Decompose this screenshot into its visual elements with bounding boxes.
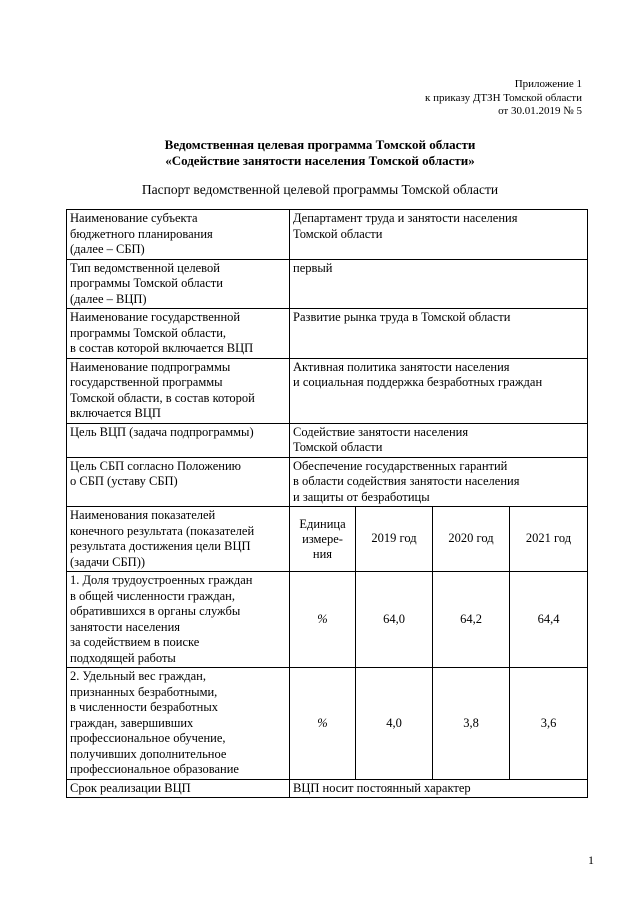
- appendix-line-1: Приложение 1: [514, 78, 582, 90]
- year-header: 2020 год: [433, 507, 510, 572]
- indicator-name: 1. Доля трудоустроенных граждан в общей численности граждан, обратившихся в органы службы занятости населения за содействием в поиске подходящей работы: [67, 572, 290, 668]
- row-label: Наименование государственной программы Томской области, в состав которой включается ВЦП: [67, 309, 290, 359]
- indicator-value: 64,2: [433, 572, 510, 668]
- table-row: [67, 309, 588, 359]
- page-number: 1: [588, 853, 594, 867]
- indicator-name: 2. Удельный вес граждан, признанных безработными, в численности безработных граждан, завершивших профессиональное обучение, получивших дополнительное профессиональное образование: [67, 668, 290, 780]
- unit-header: Единица измере- ния: [290, 507, 356, 572]
- year-header: 2021 год: [510, 507, 588, 572]
- indicator-unit: %: [290, 572, 356, 668]
- term-label: Срок реализации ВЦП: [67, 779, 290, 798]
- appendix-note: [425, 78, 582, 119]
- document-subtitle: Паспорт ведомственной целевой программы Томской области: [141, 182, 499, 197]
- title-line-1: Ведомственная целевая программа Томской области: [164, 137, 476, 152]
- table-row: [67, 358, 588, 423]
- row-value: Департамент труда и занятости населения Томской области: [290, 210, 588, 260]
- indicators-header-label: Наименования показателей конечного результата (показателей результата достижения цели ВЦП (задачи СБП)): [67, 507, 290, 572]
- appendix-line-2: к приказу ДТЗН Томской области: [425, 91, 582, 104]
- indicator-row: [67, 668, 588, 780]
- row-label: Наименование субъекта бюджетного планирования (далее – СБП): [67, 210, 290, 260]
- row-value: первый: [290, 259, 588, 309]
- title-line-2: «Содействие занятости населения Томской области»: [165, 153, 475, 168]
- indicator-unit: %: [290, 668, 356, 780]
- indicators-header-row: [67, 507, 588, 572]
- row-label: Наименование подпрограммы государственной программы Томской области, в состав которой включается ВЦП: [67, 358, 290, 423]
- document-title: [0, 137, 640, 169]
- indicator-value: 4,0: [356, 668, 433, 780]
- year-header: 2019 год: [356, 507, 433, 572]
- indicator-value: 3,8: [433, 668, 510, 780]
- indicator-row: [67, 572, 588, 668]
- row-value: Развитие рынка труда в Томской области: [290, 309, 588, 359]
- row-label: Цель ВЦП (задача подпрограммы): [67, 423, 290, 457]
- table-row: [67, 779, 588, 798]
- row-label: Цель СБП согласно Положению о СБП (уставу СБП): [67, 457, 290, 507]
- indicator-value: 3,6: [510, 668, 588, 780]
- row-value: Содействие занятости населения Томской области: [290, 423, 588, 457]
- appendix-line-3: от 30.01.2019 № 5: [498, 105, 582, 117]
- passport-table: [66, 209, 588, 798]
- term-value: ВЦП носит постоянный характер: [290, 779, 588, 798]
- indicator-value: 64,4: [510, 572, 588, 668]
- row-label: Тип ведомственной целевой программы Томской области (далее – ВЦП): [67, 259, 290, 309]
- table-row: [67, 423, 588, 457]
- table-row: [67, 210, 588, 260]
- table-row: [67, 457, 588, 507]
- row-value: Обеспечение государственных гарантий в области содействия занятости населения и защиты от безработицы: [290, 457, 588, 507]
- indicator-value: 64,0: [356, 572, 433, 668]
- row-value: Активная политика занятости населения и социальная поддержка безработных граждан: [290, 358, 588, 423]
- table-row: [67, 259, 588, 309]
